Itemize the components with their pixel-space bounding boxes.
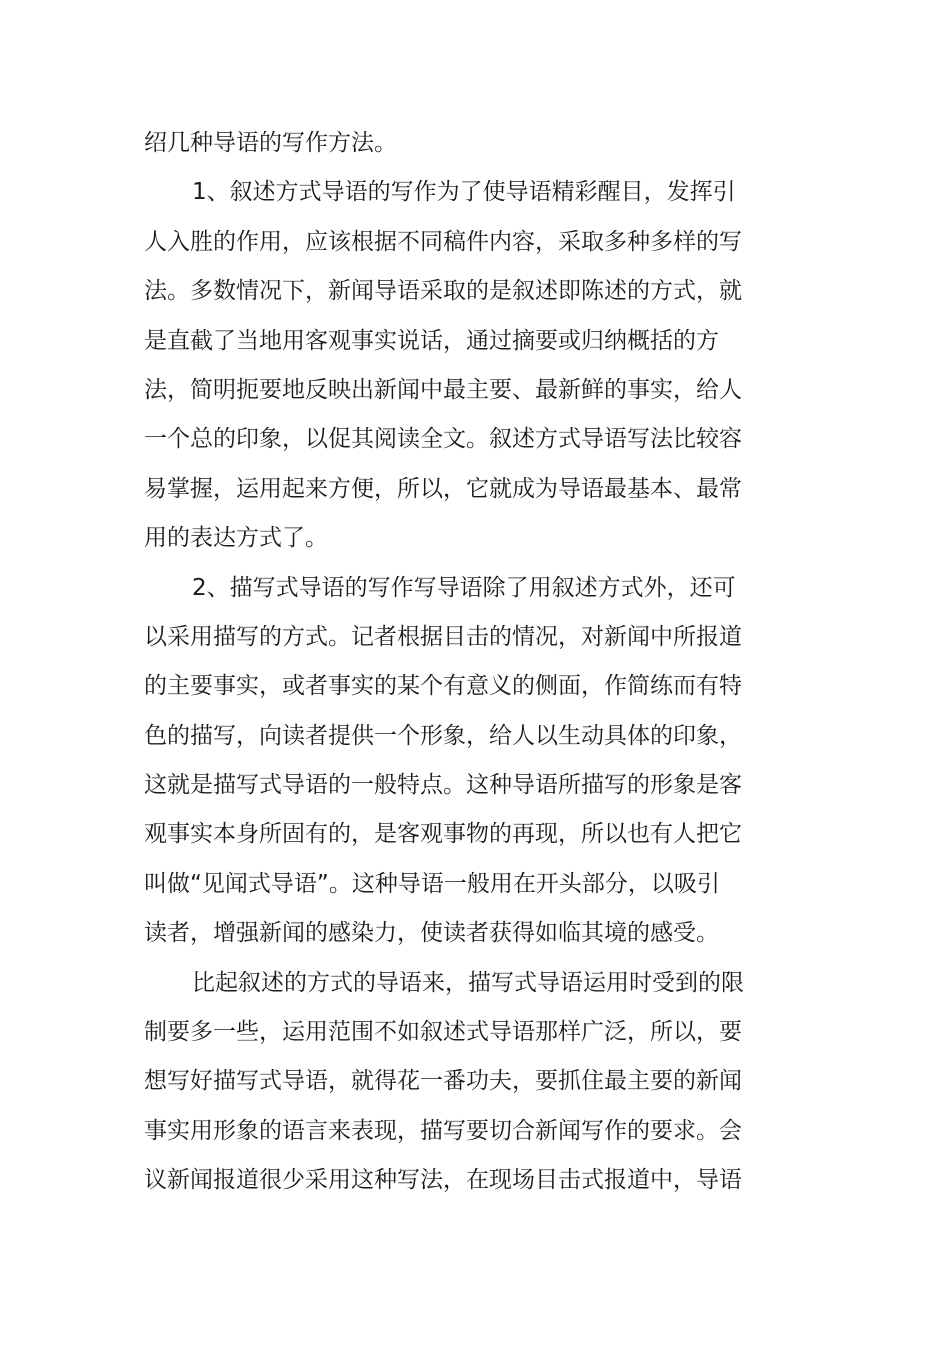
text-line: 易掌握，运用起来方便，所以，它就成为导语最基本、最常 [144,475,742,502]
text-line: 绍几种导语的写作方法。 [144,130,397,156]
text-line: 法，简明扼要地反映出新闻中最主要、最新鲜的事实，给人 [144,376,742,403]
text-line: 观事实本身所固有的，是客观事物的再现，所以也有人把它 [144,821,742,848]
text-line: 议新闻报道很少采用这种写法，在现场目击式报道中，导语 [144,1167,742,1194]
text-line: 的主要事实，或者事实的某个有意义的侧面，作简练而有特 [144,673,742,700]
text-line: 是直截了当地用客观事实说话，通过摘要或归纳概括的方 [144,327,719,354]
text-line: 读者，增强新闻的感染力，使读者获得如临其境的感受。 [144,920,719,947]
text-line: 叫做“见闻式导语”。这种导语一般用在开头部分，以吸引 [144,870,720,897]
text-line: 法。多数情况下，新闻导语采取的是叙述即陈述的方式，就 [144,278,742,305]
text-line: 想写好描写式导语，就得花一番功夫，要抓住最主要的新闻 [144,1068,742,1095]
body-text [144,119,754,1206]
text-line: 这就是描写式导语的一般特点。这种导语所描写的形象是客 [144,772,742,799]
text-line: 以采用描写的方式。记者根据目击的情况，对新闻中所报道 [144,623,742,650]
text-line: 制要多一些，运用范围不如叙述式导语那样广泛，所以，要 [144,1019,742,1046]
text-line: 一个总的印象，以促其阅读全文。叙述方式导语写法比较容 [144,426,742,453]
paragraph-2-start: 2、描写式导语的写作写导语除了用叙述方式外，还可 [192,574,736,601]
text-line: 人入胜的作用，应该根据不同稿件内容，采取多种多样的写 [144,228,742,255]
text-line: 事实用形象的语言来表现，描写要切合新闻写作的要求。会 [144,1117,742,1144]
text-line: 色的描写，向读者提供一个形象，给人以生动具体的印象， [144,722,742,749]
paragraph-3-start: 比起叙述的方式的导语来，描写式导语运用时受到的限 [192,969,744,996]
text-line: 用的表达方式了。 [144,525,328,552]
paragraph-1-start: 1、叙述方式导语的写作为了使导语精彩醒目，发挥引 [192,179,736,206]
